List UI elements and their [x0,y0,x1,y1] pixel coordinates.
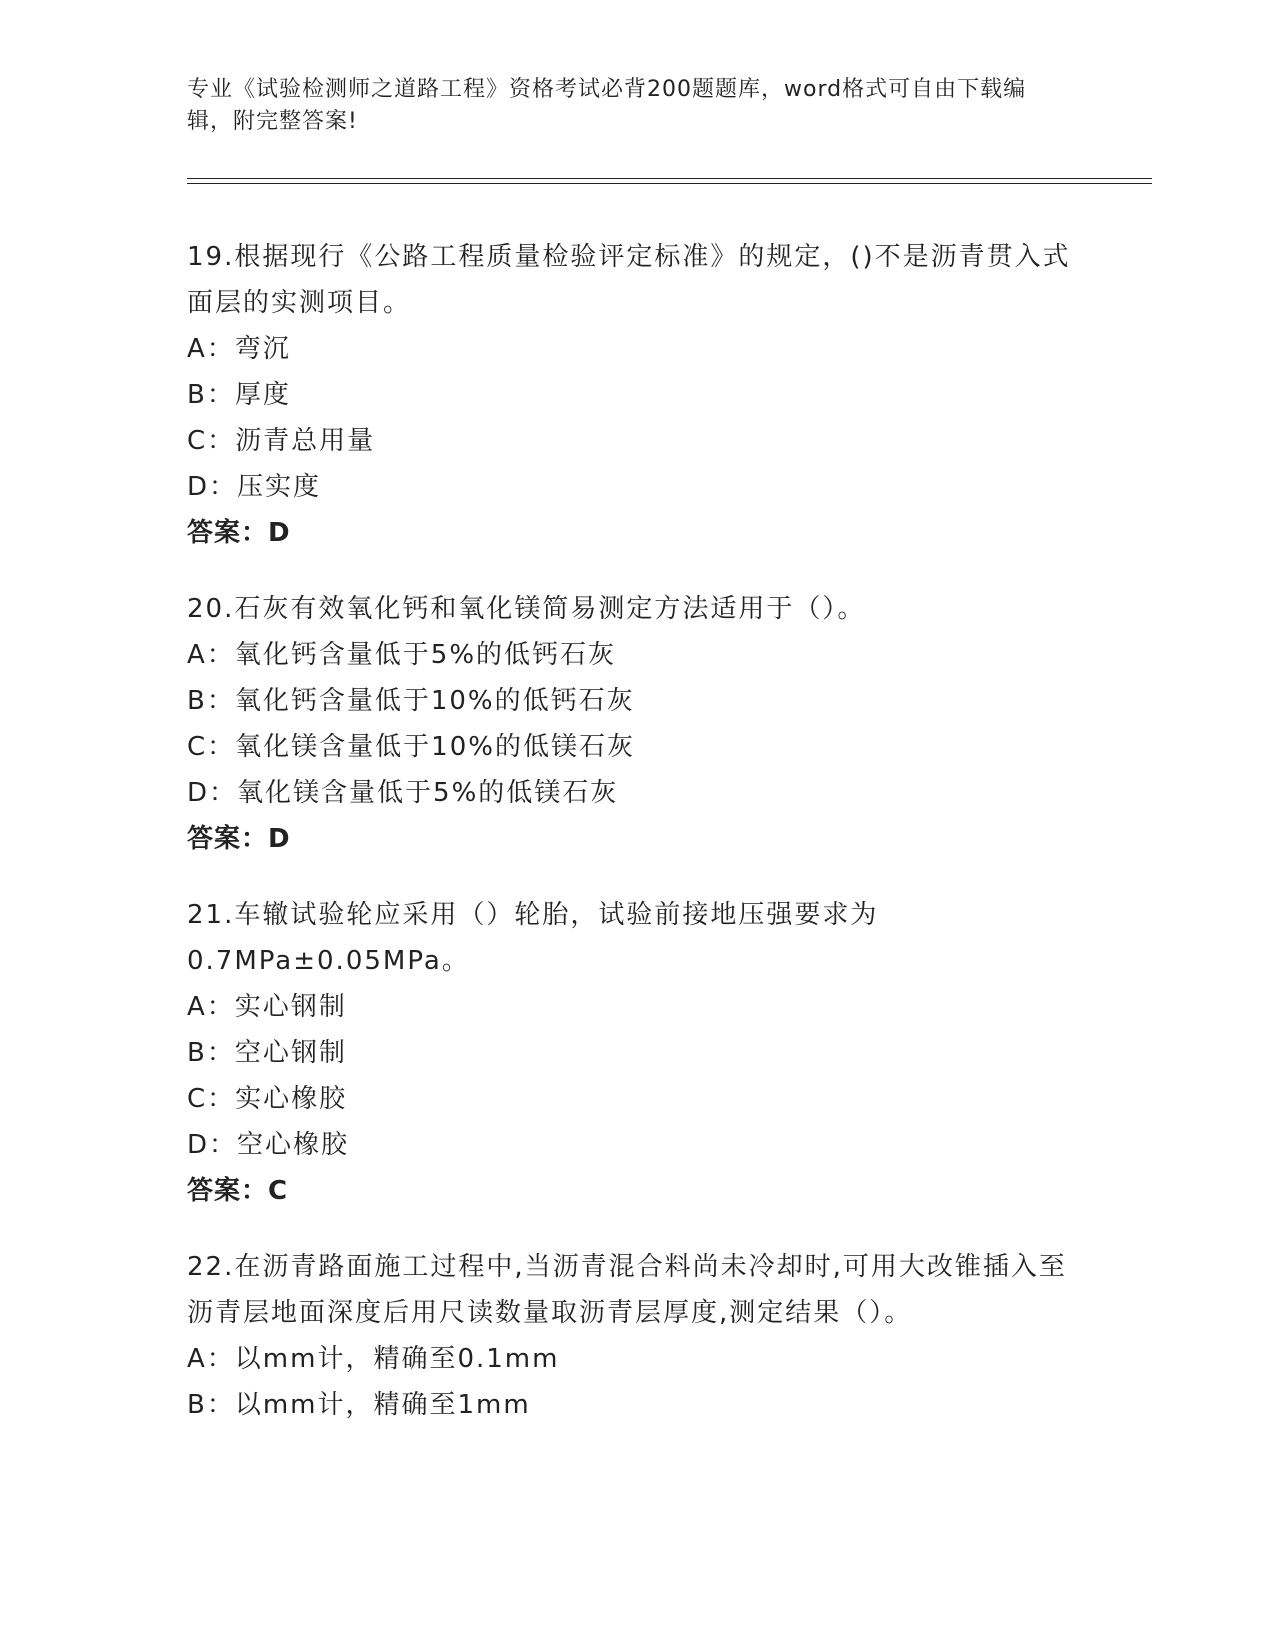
option-a: A：实心钢制 [187,992,347,1022]
document-header [187,74,1067,138]
option-d: D：氧化镁含量低于5%的低镁石灰 [187,778,619,808]
option-d: D：压实度 [187,472,322,502]
question-22 [187,1244,1087,1428]
answer: 答案：D [187,824,291,854]
question-19 [187,234,1087,556]
header-text: 专业《试验检测师之道路工程》资格考试必背200题题库，word格式可自由下载编辑，附完整答案! [187,77,1027,134]
option-a: A：氧化钙含量低于5%的低钙石灰 [187,640,617,670]
answer: 答案：C [187,1176,289,1206]
option-b: B：厚度 [187,380,291,410]
option-a: A：弯沉 [187,334,291,364]
question-stem: 20.石灰有效氧化钙和氧化镁简易测定方法适用于（）。 [187,594,866,624]
question-stem: 19.根据现行《公路工程质量检验评定标准》的规定，()不是沥青贯入式面层的实测项目。 [187,242,1071,318]
option-c: C：氧化镁含量低于10%的低镁石灰 [187,732,635,762]
header-divider-top [187,178,1152,179]
answer: 答案：D [187,518,291,548]
option-a: A：以mm计，精确至0.1mm [187,1344,560,1374]
option-c: C：实心橡胶 [187,1084,348,1114]
option-b: B：空心钢制 [187,1038,347,1068]
option-c: C：沥青总用量 [187,426,376,456]
question-list [187,234,1087,1458]
option-d: D：空心橡胶 [187,1130,350,1160]
header-divider-bottom [187,183,1152,184]
option-b: B：以mm计，精确至1mm [187,1390,531,1420]
question-stem: 22.在沥青路面施工过程中,当沥青混合料尚未冷却时,可用大改锥插入至沥青层地面深度后用尺读数量取沥青层厚度,测定结果（）。 [187,1252,1067,1328]
option-b: B：氧化钙含量低于10%的低钙石灰 [187,686,635,716]
question-20 [187,586,1087,862]
question-stem: 21.车辙试验轮应采用（）轮胎，试验前接地压强要求为0.7MPa±0.05MPa。 [187,900,879,976]
question-21 [187,892,1087,1214]
